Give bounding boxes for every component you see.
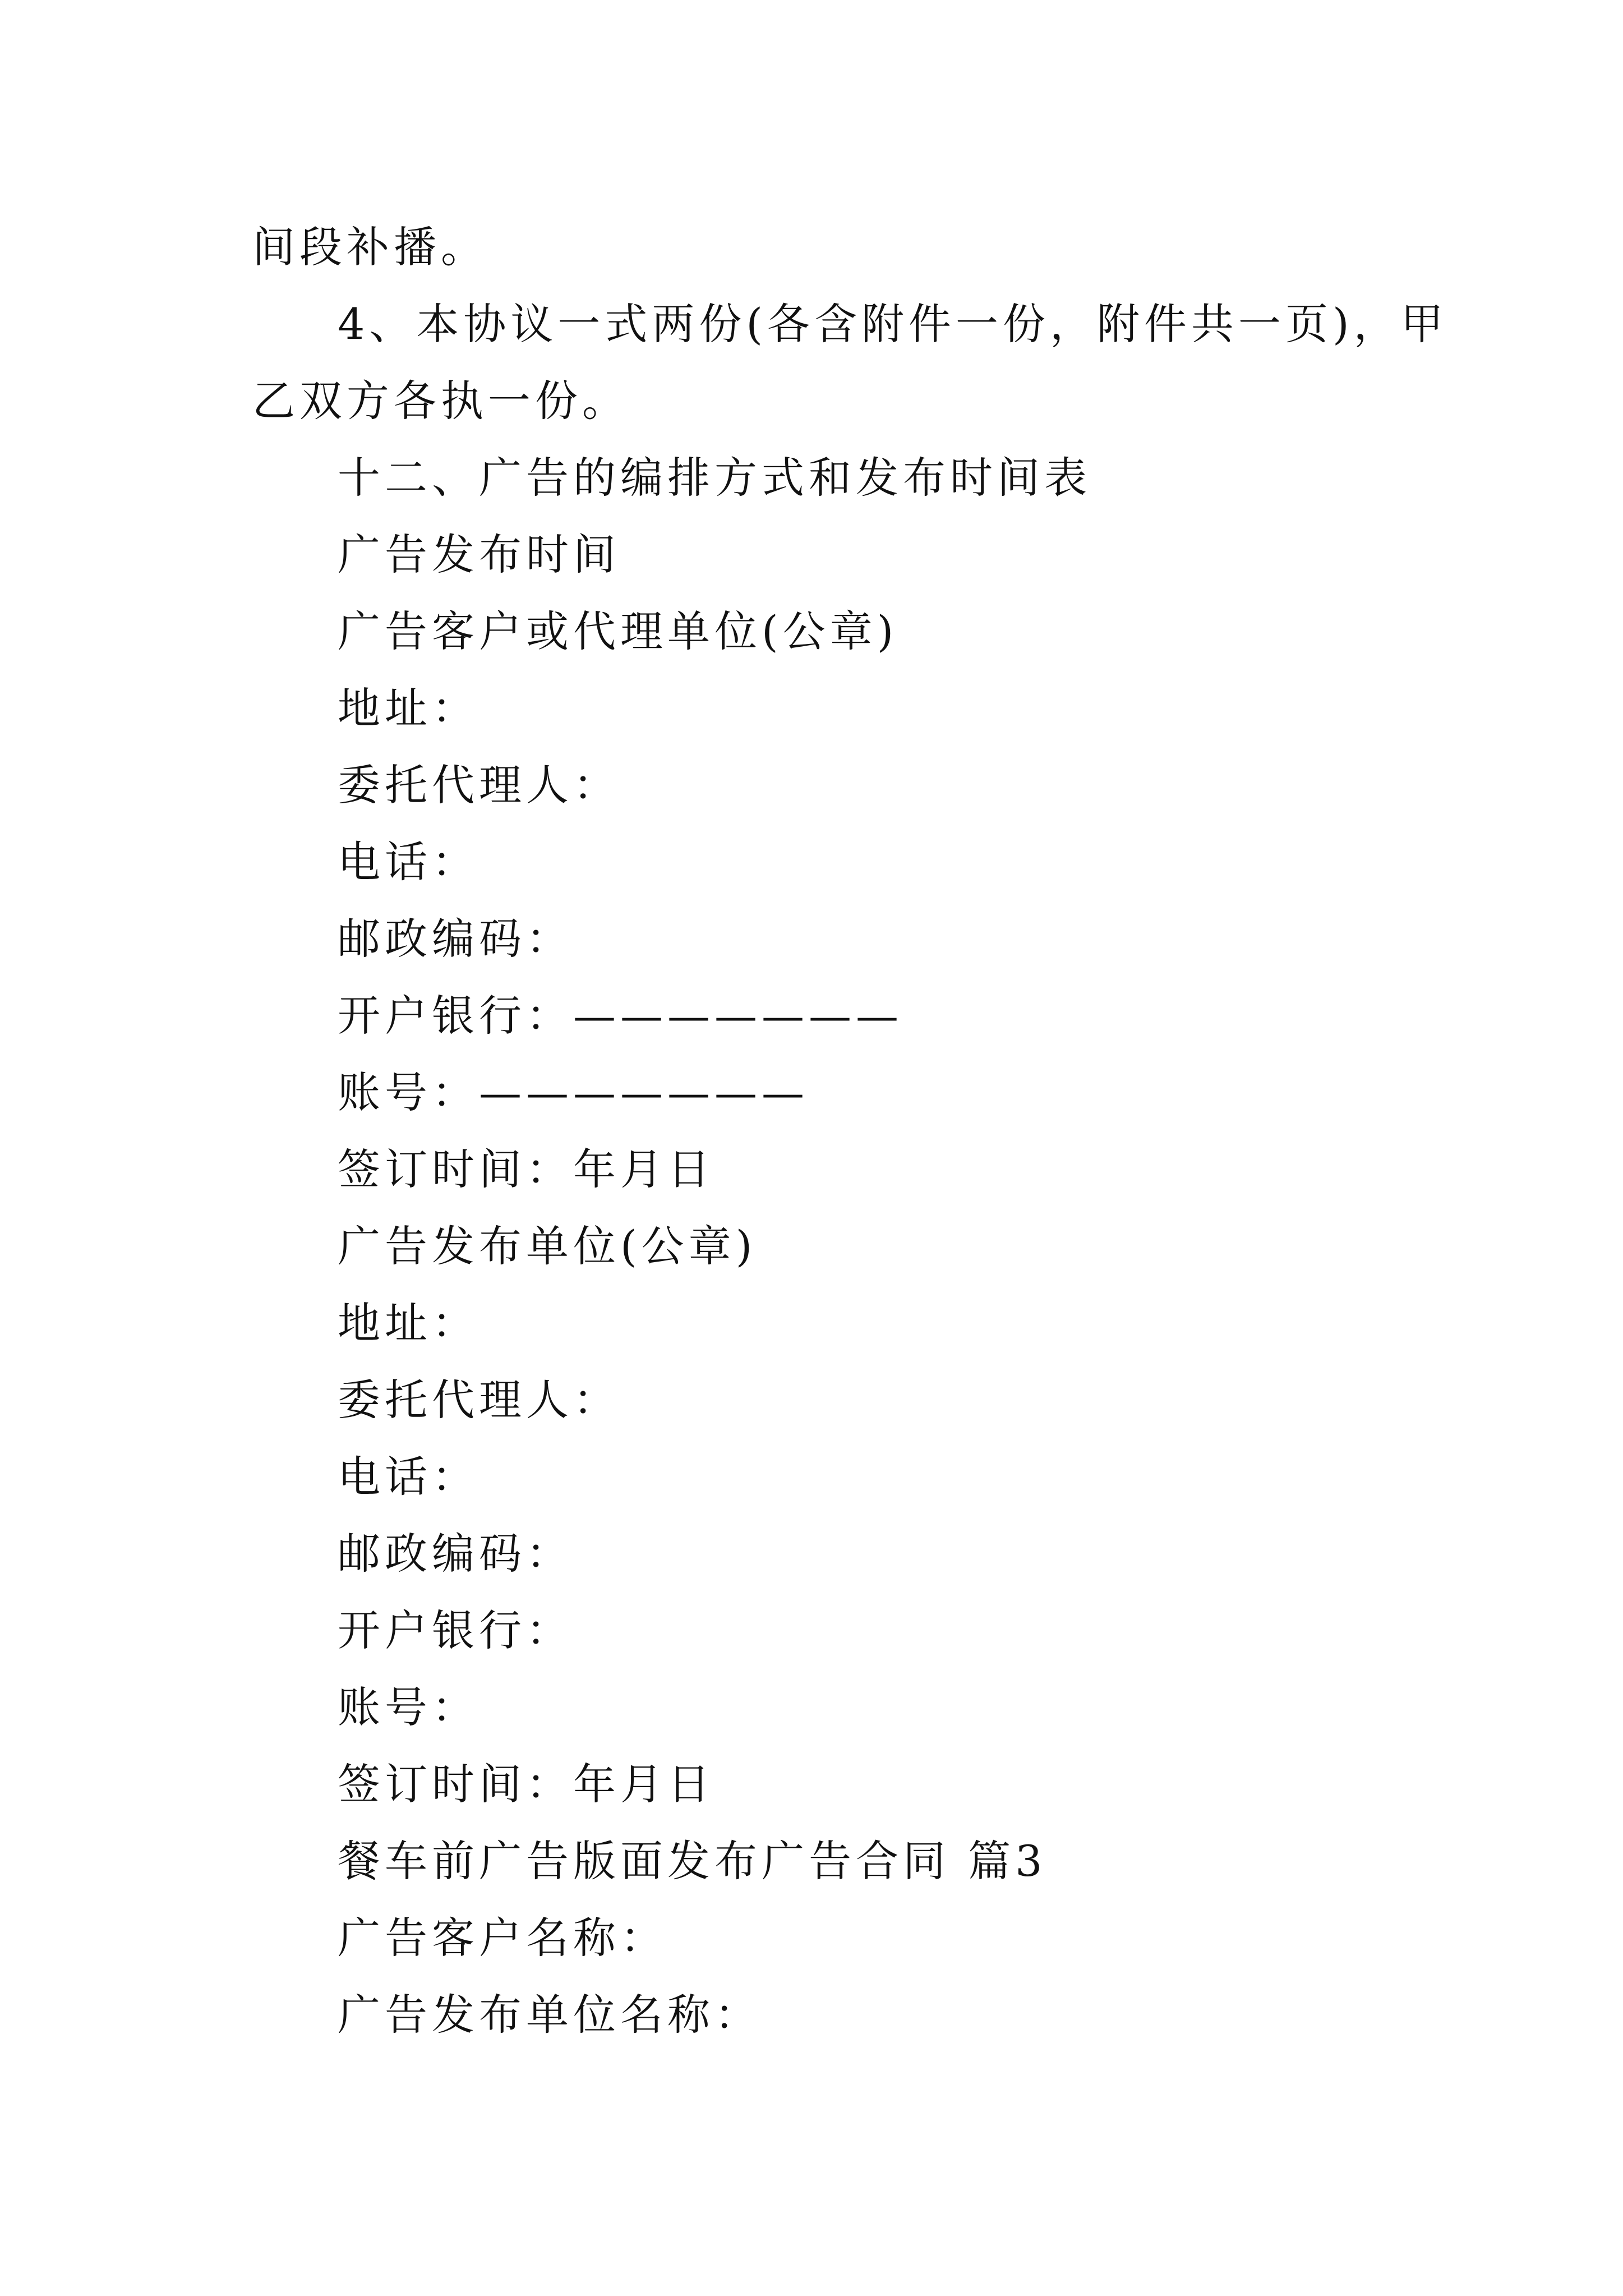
- text-line: 4、本协议一式两份(各含附件一份，附件共一页)，甲: [338, 299, 1448, 349]
- text-line: 间段补播。: [252, 222, 488, 272]
- field-label: 电话：: [338, 1452, 479, 1502]
- field-label: 账号：: [338, 1682, 479, 1732]
- signatory-heading: 广告客户或代理单位(公章): [338, 606, 898, 656]
- field-label: 广告发布单位名称：: [338, 1990, 762, 2040]
- contract-title: 餐车前广告版面发布广告合同 篇3: [338, 1836, 1047, 1886]
- field-label: 委托代理人：: [338, 760, 620, 810]
- field-label: 账号：———————: [338, 1068, 809, 1117]
- text-line: 广告发布时间: [338, 530, 620, 579]
- field-label: 委托代理人：: [338, 1375, 620, 1425]
- field-label: 开户银行：———————: [338, 991, 903, 1041]
- field-label: 邮政编码：: [338, 1529, 573, 1579]
- field-label: 广告客户名称：: [338, 1913, 667, 1963]
- field-label: 地址：: [338, 1298, 479, 1348]
- field-label: 开户银行：: [338, 1605, 573, 1655]
- section-heading: 十二、广告的编排方式和发布时间表: [338, 453, 1091, 503]
- field-label: 邮政编码：: [338, 914, 573, 964]
- document-body: [252, 209, 1448, 2053]
- field-label: 电话：: [338, 837, 479, 887]
- text-line: 乙双方各执一份。: [252, 376, 629, 426]
- field-label: 签订时间：年月日: [338, 1759, 714, 1809]
- field-label: 签订时间：年月日: [338, 1144, 714, 1194]
- signatory-heading: 广告发布单位(公章): [338, 1221, 757, 1271]
- field-label: 地址：: [338, 683, 479, 733]
